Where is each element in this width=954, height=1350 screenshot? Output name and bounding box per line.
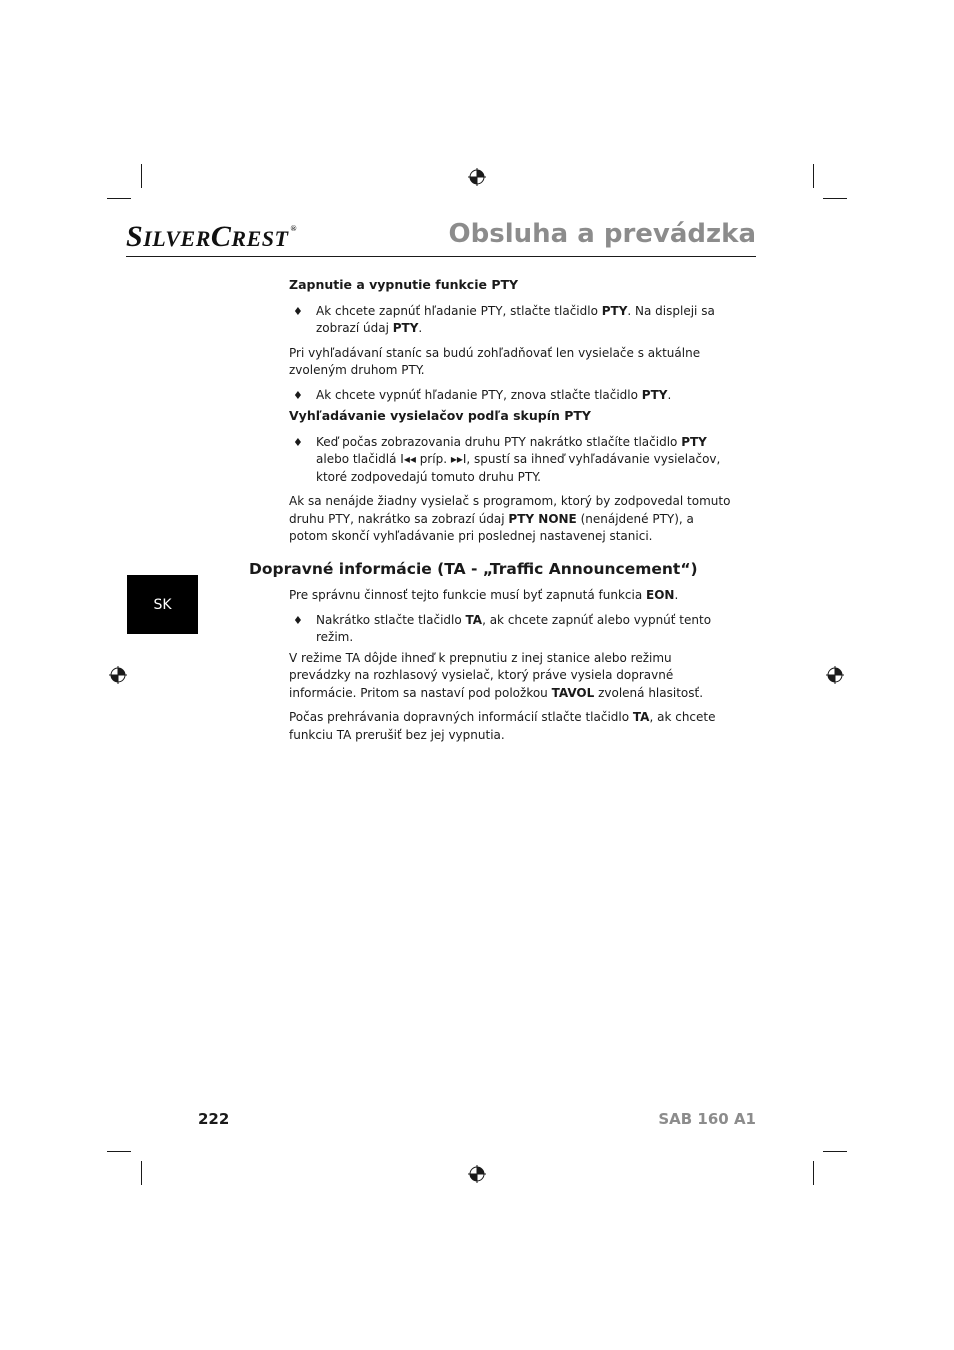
crop-mark bbox=[813, 164, 814, 188]
bullet-icon: ♦ bbox=[293, 435, 303, 449]
ta-section bbox=[289, 587, 731, 751]
model-number: SAB 160 A1 bbox=[658, 1110, 756, 1128]
list-item: ♦ Keď počas zobrazovania druhu PTY nakrátko stlačíte tlačidlo PTY alebo tlačidlá I◂◂ príp. ▸▸I, spustí sa ihneď vyhľadávanie vysielačov, ktoré zodpovedajú tomuto druhu PTY. bbox=[293, 434, 721, 484]
ta-section-title: Dopravné informácie (TA - „Traffic Announcement“) bbox=[249, 560, 698, 578]
bullet-icon: ♦ bbox=[293, 613, 303, 627]
registration-mark-icon bbox=[826, 666, 844, 684]
crop-mark bbox=[141, 164, 142, 188]
crop-mark bbox=[107, 198, 131, 199]
page-title: Obsluha a prevádzka bbox=[448, 219, 756, 249]
paragraph: Pri vyhľadávaní staníc sa budú zohľadňovať len vysielače s aktuálne zvoleným druhom PTY. bbox=[289, 345, 701, 377]
header-divider bbox=[126, 256, 756, 257]
paragraph: Ak sa nenájde žiadny vysielač s programom, ktorý by zodpovedal tomuto druhu PTY, nakrátko sa zobrazí údaj PTY NONE (nenájdené PTY), a potom skončí vyhľadávanie pri poslednej nastavenej stanici. bbox=[289, 494, 731, 543]
list-item: ♦ Nakrátko stlačte tlačidlo TA, ak chcete zapnúť alebo vypnúť tento režim. bbox=[293, 612, 712, 644]
registration-mark-icon bbox=[468, 168, 486, 186]
brand-logo: SILVERCREST ® bbox=[126, 220, 297, 253]
pty-section bbox=[289, 276, 731, 553]
list-item: ♦ Ak chcete vypnúť hľadanie PTY, znova stlačte tlačidlo PTY. bbox=[289, 387, 731, 405]
pty-heading: Zapnutie a vypnutie funkcie PTY bbox=[289, 277, 519, 292]
language-tab: SK bbox=[127, 575, 198, 634]
crop-mark bbox=[141, 1161, 142, 1185]
registration-mark-icon bbox=[109, 666, 127, 684]
crop-mark bbox=[107, 1151, 131, 1152]
pty-group-heading: Vyhľadávanie vysielačov podľa skupín PTY bbox=[289, 408, 591, 423]
paragraph: V režime TA dôjde ihneď k prepnutiu z inej stanice alebo režimu prevádzky na rozhlasový vysielač, ktorý práve vysiela dopravné informácie. Pritom sa nastaví pod položkou TAVOL zvolená hlasitosť. bbox=[289, 650, 704, 700]
page-number: 222 bbox=[198, 1110, 230, 1128]
crop-mark bbox=[823, 198, 847, 199]
paragraph: Pre správnu činnosť tejto funkcie musí byť zapnutá funkcia EON. bbox=[289, 588, 679, 602]
crop-mark bbox=[813, 1161, 814, 1185]
registration-mark-icon bbox=[468, 1165, 486, 1183]
crop-mark bbox=[823, 1151, 847, 1152]
paragraph: Počas prehrávania dopravných informácií stlačte tlačidlo TA, ak chcete funkciu TA prerušiť bez jej vypnutia. bbox=[289, 710, 716, 742]
list-item: ♦ Ak chcete zapnúť hľadanie PTY, stlačte tlačidlo PTY. Na displeji sa zobrazí údaj PTY. bbox=[293, 303, 715, 335]
bullet-icon: ♦ bbox=[293, 388, 303, 402]
bullet-icon: ♦ bbox=[293, 304, 303, 318]
